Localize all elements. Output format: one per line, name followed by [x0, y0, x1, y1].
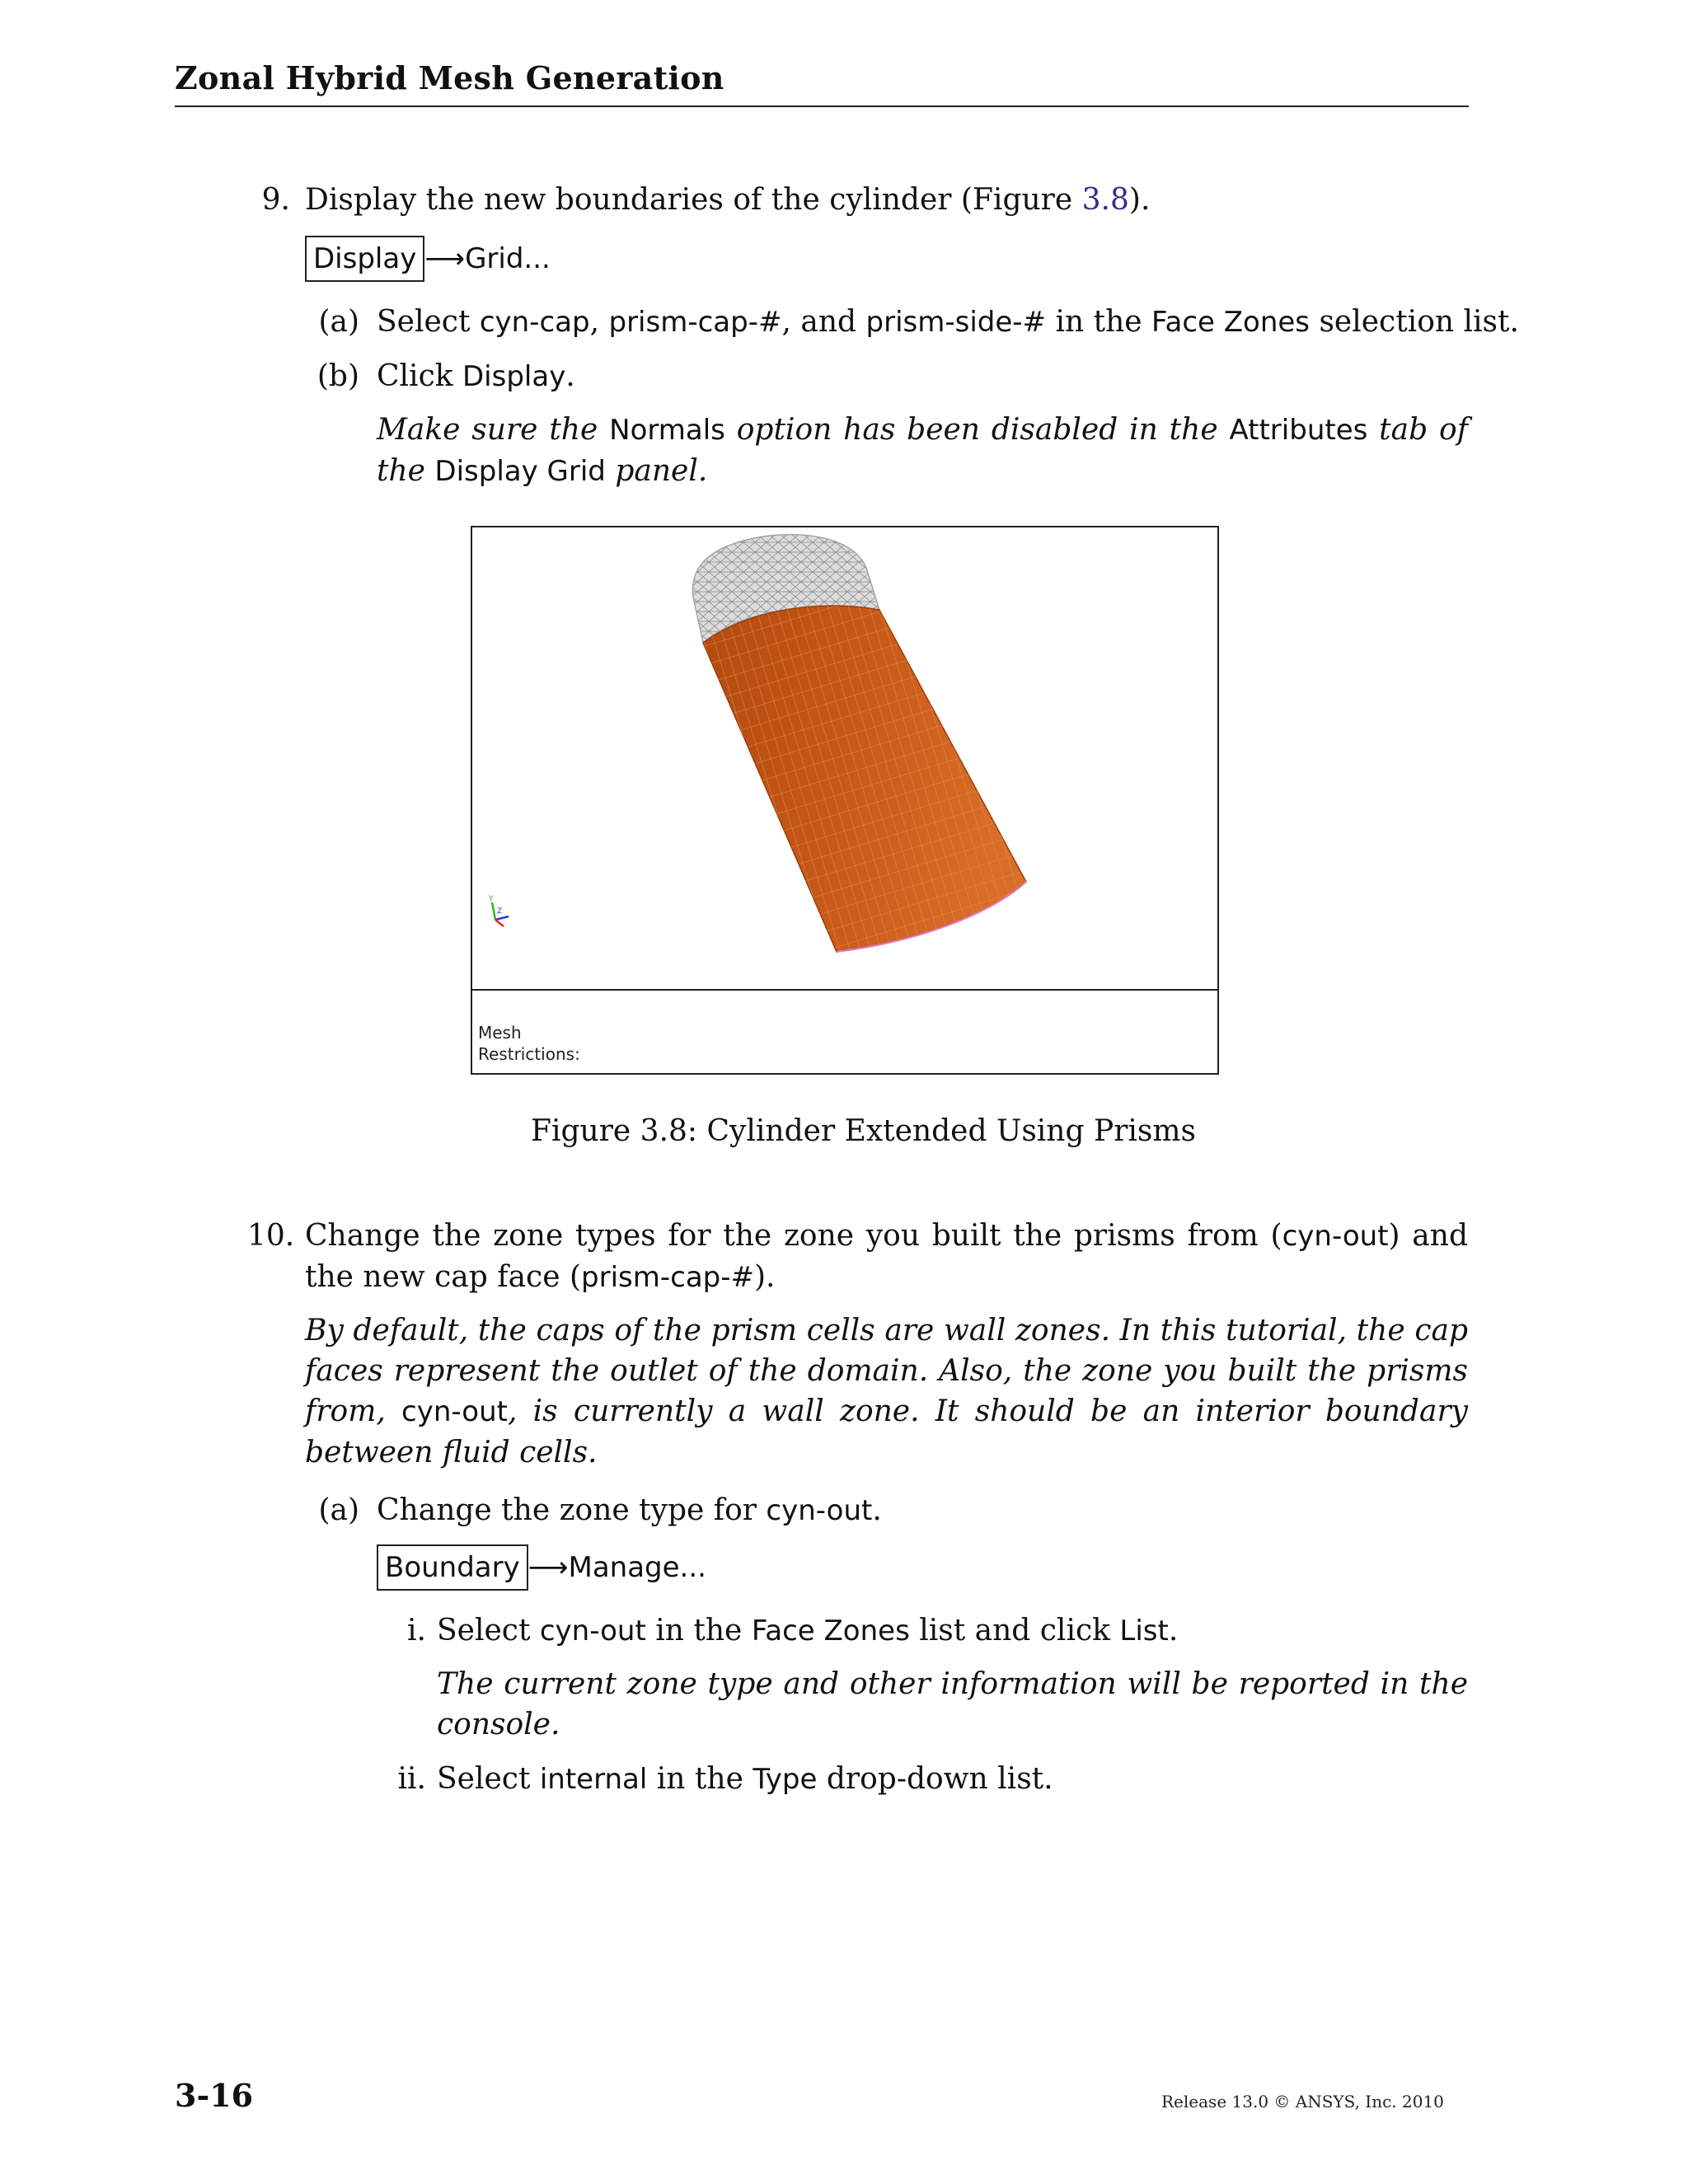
axis-triad-icon — [488, 895, 509, 926]
step-9a-label: (a) — [318, 305, 359, 339]
menu-path-rest: ⟶Grid... — [424, 242, 551, 275]
running-header: Zonal Hybrid Mesh Generation — [175, 59, 724, 96]
step-9b-text: Click Display. — [377, 359, 575, 393]
item-i-label: i. — [407, 1614, 426, 1647]
boundary-menu-box[interactable]: Boundary — [377, 1544, 528, 1591]
step-9-text: Display the new boundaries of the cylinder (Figure 3.8). — [305, 183, 1151, 217]
figure-link[interactable]: 3.8 — [1081, 183, 1129, 217]
item-ii-text: Select internal in the Type drop-down list. — [437, 1762, 1053, 1796]
figure-divider — [472, 989, 1217, 991]
page-number: 3-16 — [175, 2077, 254, 2114]
svg-text:Y: Y — [489, 895, 494, 903]
display-menu-box[interactable]: Display — [305, 236, 424, 282]
step-10-note: By default, the caps of the prism cells are wall zones. In this tutorial, the cap faces represent the outlet of the domain. Also, the zone you built the prisms from, cyn-out, is currently a wall zone. It should be an interior boundary between fluid cells. — [305, 1314, 1468, 1469]
step-9-note: Make sure the Normals option has been disabled in the Attributes tab of the Display Grid panel. — [377, 413, 1469, 488]
menu-path-display — [305, 236, 551, 282]
step-10a-text: Change the zone type for cyn-out. — [377, 1493, 882, 1527]
menu-path-boundary — [377, 1544, 706, 1591]
svg-text:Z: Z — [497, 907, 503, 916]
step-10-text: Change the zone types for the zone you built the prisms from (cyn-out) and the new cap face (prism-cap-#). — [305, 1219, 1468, 1294]
item-ii-label: ii. — [397, 1762, 426, 1796]
graphics-status-label: Mesh Restrictions: — [478, 1023, 580, 1064]
step-10-number: 10. — [247, 1219, 295, 1253]
graphics-window-figure — [471, 526, 1219, 1075]
step-9a-text: Select cyn-cap, prism-cap-#, and prism-side-# in the Face Zones selection list. — [377, 305, 1519, 339]
step-10a-label: (a) — [318, 1493, 359, 1527]
step-9b-label: (b) — [316, 359, 359, 393]
header-rule — [175, 105, 1469, 107]
item-i-note: The current zone type and other information will be reported in the console. — [437, 1667, 1468, 1741]
cylinder-mesh-graphic — [472, 527, 1217, 987]
step-9-number: 9. — [261, 183, 290, 217]
figure-caption: Figure 3.8: Cylinder Extended Using Prisms — [531, 1114, 1197, 1148]
item-i-text: Select cyn-out in the Face Zones list and click List. — [437, 1614, 1179, 1647]
menu-path-rest: ⟶Manage... — [528, 1551, 706, 1584]
cylinder-side-mesh — [703, 606, 1026, 952]
release-notice: Release 13.0 © ANSYS, Inc. 2010 — [1161, 2092, 1444, 2111]
